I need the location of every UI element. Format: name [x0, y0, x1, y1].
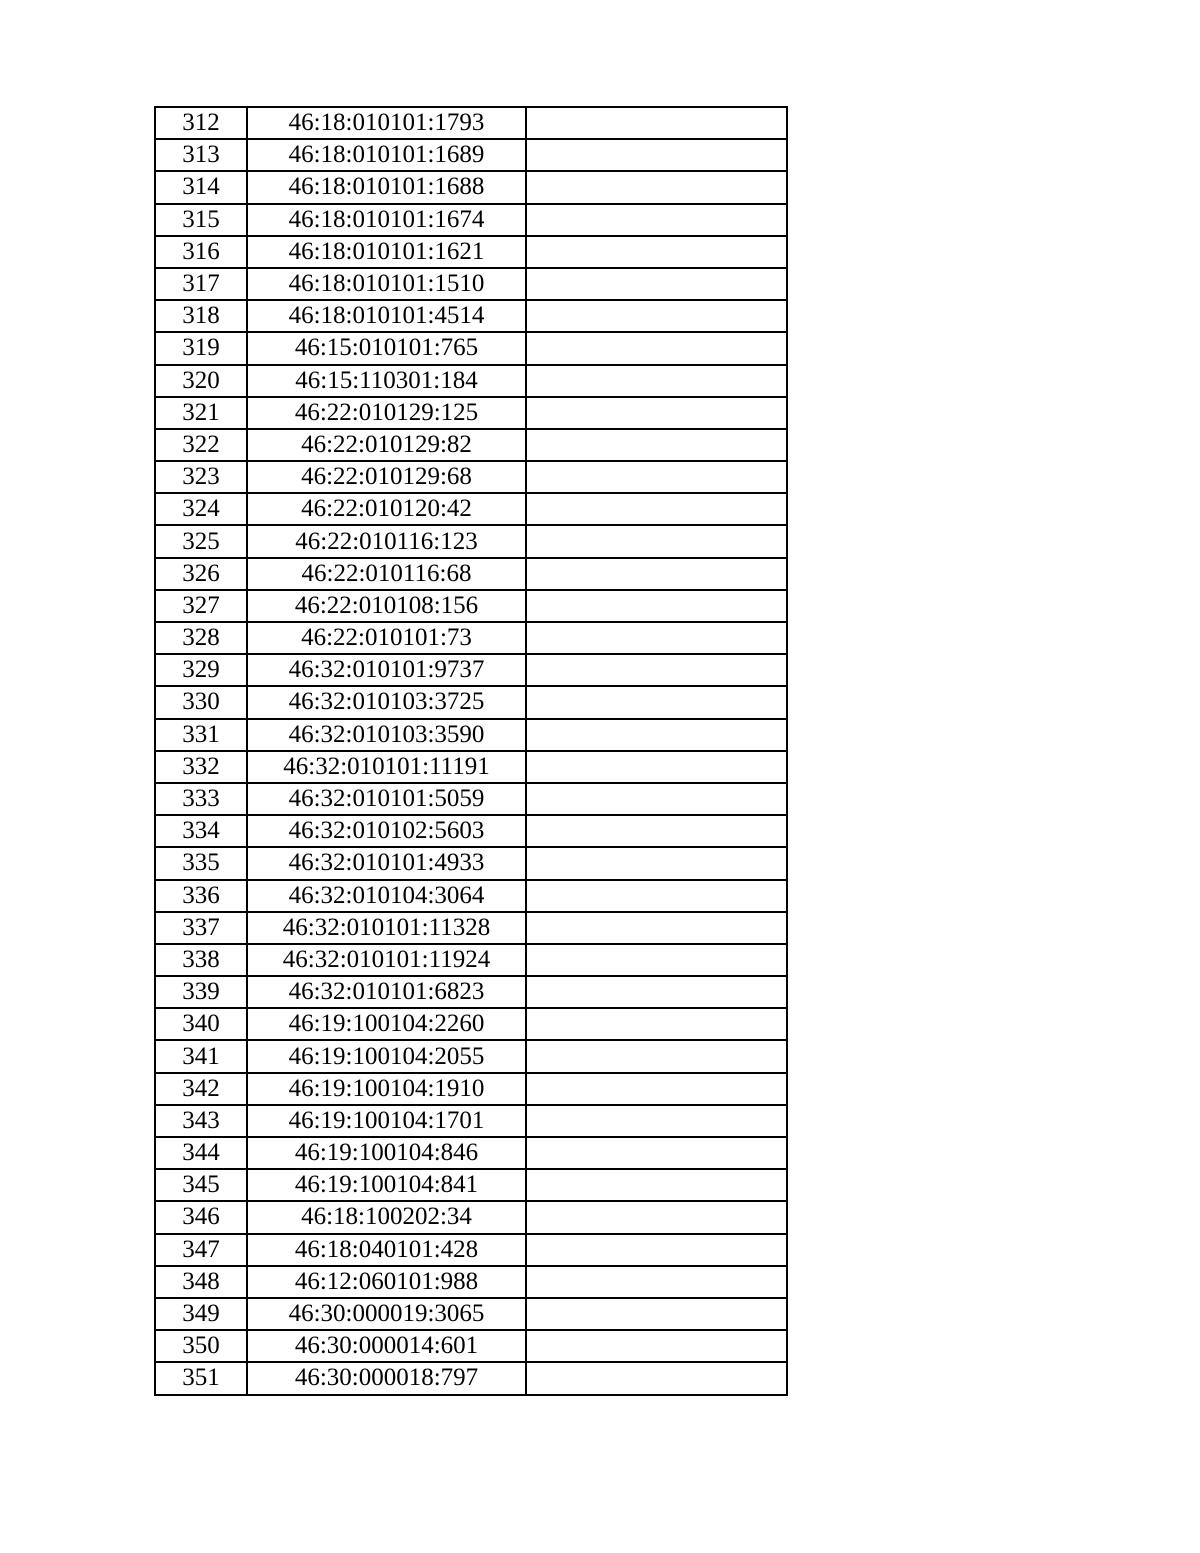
cadastral-number-cell: 46:22:010129:68: [247, 461, 526, 493]
cadastral-numbers-table: [154, 106, 788, 1396]
table-row: [155, 268, 787, 300]
empty-cell: [526, 686, 787, 718]
empty-cell: [526, 815, 787, 847]
row-number-cell: 336: [155, 880, 247, 912]
cadastral-number-cell: 46:18:010101:1621: [247, 236, 526, 268]
empty-cell: [526, 107, 787, 139]
table-row: [155, 397, 787, 429]
cadastral-number-cell: 46:19:100104:846: [247, 1137, 526, 1169]
cadastral-number-cell: 46:30:000014:601: [247, 1330, 526, 1362]
empty-cell: [526, 719, 787, 751]
cadastral-number-cell: 46:18:010101:1689: [247, 139, 526, 171]
table-row: [155, 622, 787, 654]
row-number-cell: 338: [155, 944, 247, 976]
cadastral-number-cell: 46:32:010103:3590: [247, 719, 526, 751]
cadastral-number-cell: 46:32:010101:5059: [247, 783, 526, 815]
row-number-cell: 335: [155, 847, 247, 879]
table-row: [155, 139, 787, 171]
table-row: [155, 107, 787, 139]
table-row: [155, 558, 787, 590]
row-number-cell: 348: [155, 1266, 247, 1298]
table-row: [155, 654, 787, 686]
empty-cell: [526, 976, 787, 1008]
table-row: [155, 1169, 787, 1201]
table-row: [155, 1330, 787, 1362]
row-number-cell: 319: [155, 332, 247, 364]
empty-cell: [526, 590, 787, 622]
empty-cell: [526, 654, 787, 686]
row-number-cell: 333: [155, 783, 247, 815]
table-row: [155, 944, 787, 976]
cadastral-number-cell: 46:18:010101:1510: [247, 268, 526, 300]
table-row: [155, 525, 787, 557]
cadastral-number-cell: 46:32:010101:6823: [247, 976, 526, 1008]
table-row: [155, 719, 787, 751]
row-number-cell: 337: [155, 912, 247, 944]
table-row: [155, 332, 787, 364]
row-number-cell: 343: [155, 1105, 247, 1137]
table-row: [155, 815, 787, 847]
cadastral-number-cell: 46:18:010101:1793: [247, 107, 526, 139]
cadastral-number-cell: 46:15:010101:765: [247, 332, 526, 364]
empty-cell: [526, 332, 787, 364]
cadastral-number-cell: 46:22:010116:68: [247, 558, 526, 590]
cadastral-number-cell: 46:30:000018:797: [247, 1362, 526, 1394]
empty-cell: [526, 1008, 787, 1040]
table-row: [155, 751, 787, 783]
row-number-cell: 332: [155, 751, 247, 783]
cadastral-number-cell: 46:32:010101:11328: [247, 912, 526, 944]
cadastral-number-cell: 46:15:110301:184: [247, 365, 526, 397]
empty-cell: [526, 300, 787, 332]
table-row: [155, 686, 787, 718]
row-number-cell: 342: [155, 1073, 247, 1105]
empty-cell: [526, 365, 787, 397]
row-number-cell: 325: [155, 525, 247, 557]
cadastral-number-cell: 46:18:010101:1688: [247, 171, 526, 203]
row-number-cell: 315: [155, 204, 247, 236]
empty-cell: [526, 1169, 787, 1201]
empty-cell: [526, 268, 787, 300]
table-row: [155, 236, 787, 268]
table-row: [155, 1105, 787, 1137]
empty-cell: [526, 1362, 787, 1394]
cadastral-number-cell: 46:12:060101:988: [247, 1266, 526, 1298]
cadastral-number-cell: 46:18:100202:34: [247, 1201, 526, 1233]
cadastral-number-cell: 46:32:010101:4933: [247, 847, 526, 879]
row-number-cell: 328: [155, 622, 247, 654]
cadastral-number-cell: 46:22:010129:125: [247, 397, 526, 429]
table-row: [155, 1201, 787, 1233]
table-row: [155, 1040, 787, 1072]
table-row: [155, 204, 787, 236]
row-number-cell: 346: [155, 1201, 247, 1233]
cadastral-number-cell: 46:19:100104:2055: [247, 1040, 526, 1072]
table-row: [155, 880, 787, 912]
table-row: [155, 1266, 787, 1298]
table-row: [155, 1234, 787, 1266]
row-number-cell: 314: [155, 171, 247, 203]
row-number-cell: 323: [155, 461, 247, 493]
row-number-cell: 317: [155, 268, 247, 300]
cadastral-number-cell: 46:19:100104:841: [247, 1169, 526, 1201]
row-number-cell: 312: [155, 107, 247, 139]
empty-cell: [526, 236, 787, 268]
empty-cell: [526, 912, 787, 944]
table-row: [155, 976, 787, 1008]
empty-cell: [526, 944, 787, 976]
row-number-cell: 339: [155, 976, 247, 1008]
row-number-cell: 318: [155, 300, 247, 332]
cadastral-number-cell: 46:32:010101:9737: [247, 654, 526, 686]
empty-cell: [526, 397, 787, 429]
cadastral-number-cell: 46:22:010108:156: [247, 590, 526, 622]
cadastral-number-cell: 46:22:010120:42: [247, 493, 526, 525]
table-row: [155, 171, 787, 203]
row-number-cell: 347: [155, 1234, 247, 1266]
table-row: [155, 847, 787, 879]
table-row: [155, 461, 787, 493]
cadastral-number-cell: 46:30:000019:3065: [247, 1298, 526, 1330]
cadastral-number-cell: 46:32:010103:3725: [247, 686, 526, 718]
cadastral-number-cell: 46:19:100104:1910: [247, 1073, 526, 1105]
empty-cell: [526, 493, 787, 525]
empty-cell: [526, 783, 787, 815]
empty-cell: [526, 429, 787, 461]
row-number-cell: 344: [155, 1137, 247, 1169]
empty-cell: [526, 847, 787, 879]
empty-cell: [526, 461, 787, 493]
table-row: [155, 590, 787, 622]
table-row: [155, 365, 787, 397]
cadastral-number-cell: 46:19:100104:2260: [247, 1008, 526, 1040]
table-row: [155, 493, 787, 525]
row-number-cell: 320: [155, 365, 247, 397]
row-number-cell: 329: [155, 654, 247, 686]
empty-cell: [526, 1105, 787, 1137]
empty-cell: [526, 622, 787, 654]
empty-cell: [526, 1137, 787, 1169]
row-number-cell: 334: [155, 815, 247, 847]
cadastral-number-cell: 46:18:010101:1674: [247, 204, 526, 236]
empty-cell: [526, 1040, 787, 1072]
empty-cell: [526, 880, 787, 912]
empty-cell: [526, 1234, 787, 1266]
table-row: [155, 1298, 787, 1330]
table-row: [155, 1073, 787, 1105]
cadastral-number-cell: 46:32:010102:5603: [247, 815, 526, 847]
row-number-cell: 324: [155, 493, 247, 525]
table-row: [155, 1362, 787, 1394]
cadastral-number-cell: 46:19:100104:1701: [247, 1105, 526, 1137]
table-row: [155, 912, 787, 944]
table-row: [155, 300, 787, 332]
cadastral-number-cell: 46:32:010101:11191: [247, 751, 526, 783]
cadastral-number-cell: 46:32:010104:3064: [247, 880, 526, 912]
row-number-cell: 331: [155, 719, 247, 751]
empty-cell: [526, 1073, 787, 1105]
row-number-cell: 349: [155, 1298, 247, 1330]
row-number-cell: 345: [155, 1169, 247, 1201]
cadastral-number-cell: 46:22:010116:123: [247, 525, 526, 557]
cadastral-number-cell: 46:22:010101:73: [247, 622, 526, 654]
table-row: [155, 429, 787, 461]
empty-cell: [526, 1266, 787, 1298]
cadastral-number-cell: 46:18:010101:4514: [247, 300, 526, 332]
row-number-cell: 351: [155, 1362, 247, 1394]
empty-cell: [526, 525, 787, 557]
table-body: [155, 107, 787, 1395]
empty-cell: [526, 171, 787, 203]
empty-cell: [526, 1330, 787, 1362]
cadastral-number-cell: 46:32:010101:11924: [247, 944, 526, 976]
empty-cell: [526, 751, 787, 783]
empty-cell: [526, 139, 787, 171]
empty-cell: [526, 1298, 787, 1330]
row-number-cell: 327: [155, 590, 247, 622]
row-number-cell: 326: [155, 558, 247, 590]
table-row: [155, 783, 787, 815]
row-number-cell: 341: [155, 1040, 247, 1072]
row-number-cell: 313: [155, 139, 247, 171]
row-number-cell: 321: [155, 397, 247, 429]
row-number-cell: 322: [155, 429, 247, 461]
row-number-cell: 316: [155, 236, 247, 268]
row-number-cell: 350: [155, 1330, 247, 1362]
row-number-cell: 330: [155, 686, 247, 718]
empty-cell: [526, 204, 787, 236]
table-row: [155, 1137, 787, 1169]
empty-cell: [526, 558, 787, 590]
table-row: [155, 1008, 787, 1040]
cadastral-number-cell: 46:22:010129:82: [247, 429, 526, 461]
cadastral-number-cell: 46:18:040101:428: [247, 1234, 526, 1266]
empty-cell: [526, 1201, 787, 1233]
row-number-cell: 340: [155, 1008, 247, 1040]
